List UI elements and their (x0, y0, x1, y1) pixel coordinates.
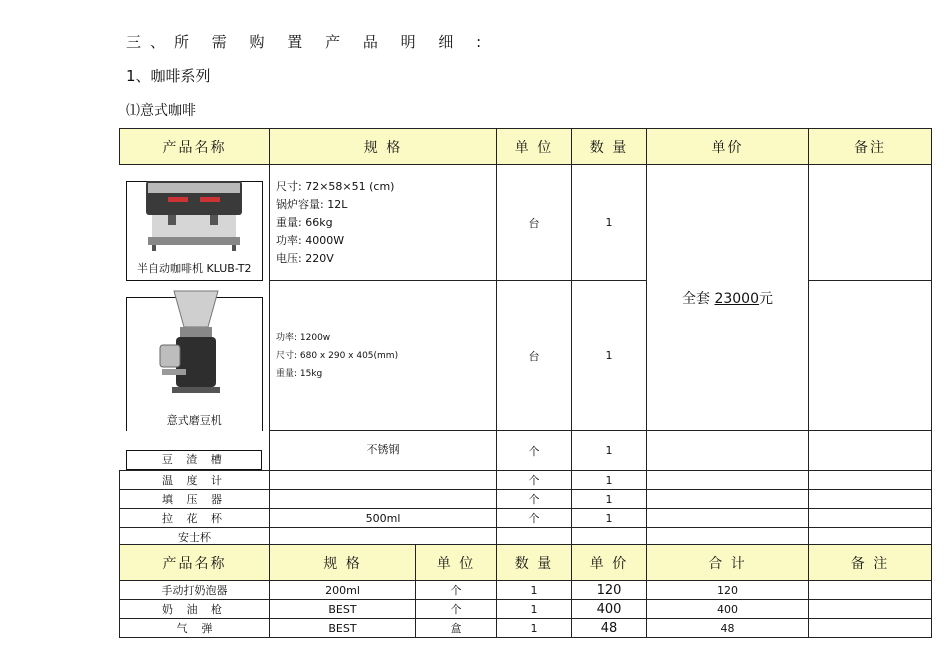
subsection-heading: ⑴意式咖啡 (126, 103, 196, 119)
item-qty: 1 (497, 581, 572, 600)
accessory-qty: 1 (572, 509, 647, 528)
spec-line: 尺寸: 680 x 290 x 405(mm) (276, 350, 399, 361)
accessory-price (647, 431, 809, 471)
accessory-price (647, 490, 809, 509)
item-total: 48 (647, 619, 809, 638)
table-row (120, 471, 932, 490)
grinder-note (809, 281, 932, 431)
accessory-name: 拉 花 杯 (120, 509, 270, 528)
accessory-spec: 不锈钢 (270, 431, 497, 471)
accessory-name: 安士杯 (120, 528, 270, 547)
grinder-icon (156, 287, 236, 397)
item-price: 400 (572, 600, 647, 619)
espresso-note (809, 165, 932, 281)
grinder-specs (270, 281, 497, 431)
espresso-specs (270, 165, 497, 281)
table-row (120, 165, 932, 281)
table-header-row (120, 545, 932, 581)
header-qty: 数 量 (497, 545, 572, 581)
grinder-cell (120, 281, 270, 431)
spec-line: 尺寸: 72×58×51 (cm) (276, 179, 395, 193)
accessory-unit: 个 (497, 490, 572, 509)
spec-line: 重量: 15kg (276, 368, 323, 379)
item-name: 气 弹 (120, 619, 270, 638)
accessory-spec: 500ml (270, 509, 497, 528)
table-row (120, 281, 932, 431)
price-prefix: 全套 (682, 290, 710, 307)
item-note (809, 600, 932, 619)
table-header-row (120, 129, 932, 165)
spec-line: 电压: 220V (276, 251, 334, 265)
grinder-caption: 意式磨豆机 (166, 413, 222, 427)
item-unit: 个 (416, 581, 497, 600)
table-row (120, 431, 932, 471)
item-spec: 200ml (270, 581, 416, 600)
item-total: 400 (647, 600, 809, 619)
table-row (120, 619, 932, 638)
accessory-qty: 1 (572, 490, 647, 509)
accessory-price (647, 471, 809, 490)
item-total: 120 (647, 581, 809, 600)
series-heading: 1、咖啡系列 (126, 67, 211, 85)
spec-line: 功率: 4000W (276, 233, 345, 247)
table-row (120, 581, 932, 600)
espresso-machine-cell (120, 165, 270, 281)
header-note: 备 注 (809, 545, 932, 581)
header-spec: 规 格 (270, 545, 416, 581)
accessory-name: 豆 渣 槽 (126, 450, 262, 470)
accessory-price (647, 509, 809, 528)
accessories-table (119, 544, 932, 638)
item-note (809, 581, 932, 600)
item-spec: BEST (270, 619, 416, 638)
item-qty: 1 (497, 600, 572, 619)
item-spec: BEST (270, 600, 416, 619)
accessory-spec (270, 490, 497, 509)
accessory-name: 温 度 计 (120, 471, 270, 490)
item-price: 120 (572, 581, 647, 600)
table-row (120, 490, 932, 509)
header-unit: 单 位 (497, 129, 572, 165)
accessory-name-cell (120, 431, 270, 471)
accessory-unit: 个 (497, 471, 572, 490)
accessory-qty: 1 (572, 431, 647, 471)
price-suffix: 元 (759, 290, 773, 307)
section-heading: 三、所 需 购 置 产 品 明 细 : (126, 33, 491, 51)
item-unit: 盒 (416, 619, 497, 638)
accessory-note (809, 509, 932, 528)
table-row (120, 600, 932, 619)
grinder-unit: 台 (497, 281, 572, 431)
item-unit: 个 (416, 600, 497, 619)
item-qty: 1 (497, 619, 572, 638)
price-amount: 23000 (714, 290, 759, 307)
spec-line: 重量: 66kg (276, 215, 333, 229)
accessory-unit: 个 (497, 509, 572, 528)
header-price: 单 价 (572, 545, 647, 581)
header-note: 备注 (809, 129, 932, 165)
accessory-unit: 个 (497, 431, 572, 471)
header-unit: 单 位 (416, 545, 497, 581)
accessory-note (809, 431, 932, 471)
spec-line: 功率: 1200w (276, 332, 331, 343)
accessory-note (809, 490, 932, 509)
accessory-qty: 1 (572, 471, 647, 490)
set-price-cell (647, 165, 809, 431)
accessory-note (809, 471, 932, 490)
header-product-name: 产品名称 (120, 129, 270, 165)
espresso-table (119, 128, 932, 547)
espresso-machine-icon (138, 175, 258, 255)
header-total: 合 计 (647, 545, 809, 581)
espresso-qty: 1 (572, 165, 647, 281)
item-note (809, 619, 932, 638)
item-price: 48 (572, 619, 647, 638)
table-row (120, 509, 932, 528)
item-name: 奶 油 枪 (120, 600, 270, 619)
accessory-name: 填 压 器 (120, 490, 270, 509)
espresso-caption: 半自动咖啡机 KLUB-T2 (136, 261, 252, 275)
header-price: 单价 (647, 129, 809, 165)
spec-line: 锅炉容量: 12L (276, 197, 348, 211)
grinder-qty: 1 (572, 281, 647, 431)
item-name: 手动打奶泡器 (120, 581, 270, 600)
accessory-spec (270, 471, 497, 490)
espresso-unit: 台 (497, 165, 572, 281)
header-qty: 数 量 (572, 129, 647, 165)
header-product-name: 产品名称 (120, 545, 270, 581)
header-spec: 规 格 (270, 129, 497, 165)
